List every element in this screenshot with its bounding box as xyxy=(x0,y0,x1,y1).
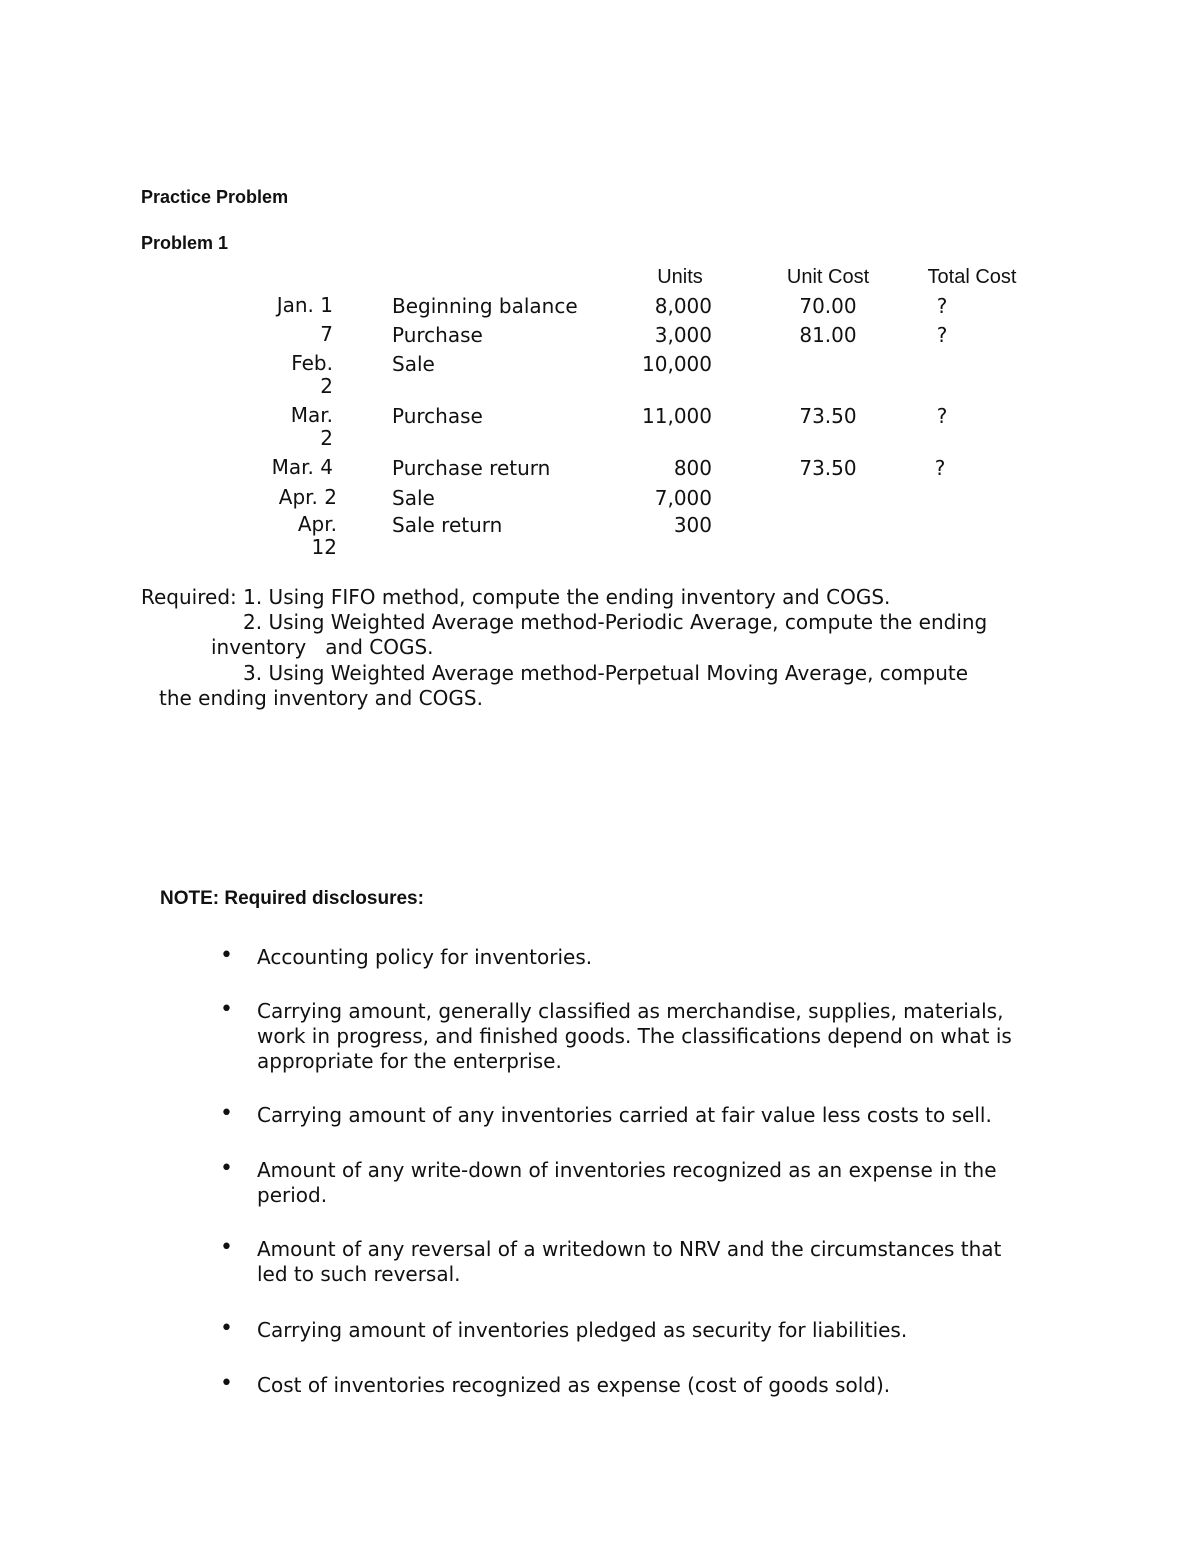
list-item-text: Amount of any reversal of a writedown to NRV and the circumstances that led to such reversal. xyxy=(257,1237,1002,1286)
list-item-text: Accounting policy for inventories. xyxy=(257,945,593,969)
row-units: 10,000 xyxy=(642,352,712,376)
page-title: Practice Problem xyxy=(141,187,289,207)
row-units: 8,000 xyxy=(654,294,712,318)
row-units: 3,000 xyxy=(654,323,712,347)
row-date-line1: Feb. xyxy=(291,351,333,375)
bullet-icon: • xyxy=(220,1235,233,1260)
row-description: Sale xyxy=(392,352,435,376)
required-line-1: Required: 1. Using FIFO method, compute the ending inventory and COGS. xyxy=(141,585,891,609)
row-description: Sale return xyxy=(392,513,503,537)
row-date xyxy=(223,352,333,398)
row-date xyxy=(223,456,333,479)
row-total-cost: ? xyxy=(936,323,948,347)
row-units: 7,000 xyxy=(654,486,712,510)
note-heading: NOTE: Required disclosures: xyxy=(160,888,424,909)
row-description: Sale xyxy=(392,486,435,510)
bullet-icon: • xyxy=(220,997,233,1022)
row-date-line1: 7 xyxy=(320,322,333,346)
list-item-text: Carrying amount, generally classified as merchandise, supplies, materials, work in progress, and finished goods. The classifications depend on what is appropriate for the enterprise. xyxy=(257,999,1012,1073)
col-header-total-cost: Total Cost xyxy=(927,266,1017,288)
list-item-text: Amount of any write-down of inventories recognized as an expense in the period. xyxy=(257,1158,997,1207)
bullet-icon: • xyxy=(220,943,233,968)
row-date-line1: Mar. xyxy=(290,403,333,427)
row-date xyxy=(223,294,333,317)
row-units: 300 xyxy=(673,513,712,537)
required-line-5: the ending inventory and COGS. xyxy=(159,686,483,710)
row-date xyxy=(227,486,337,509)
bullet-icon: • xyxy=(220,1371,233,1396)
row-date xyxy=(223,404,333,450)
row-date-line1: Mar. 4 xyxy=(271,455,333,479)
row-description: Purchase xyxy=(392,323,483,347)
col-header-unit-cost: Unit Cost xyxy=(786,266,870,288)
row-date-line1: Jan. 1 xyxy=(276,293,333,317)
row-units: 800 xyxy=(673,456,712,480)
row-unit-cost: 73.50 xyxy=(799,456,857,480)
list-item-text: Cost of inventories recognized as expense (cost of goods sold). xyxy=(257,1373,891,1397)
row-description: Purchase xyxy=(392,404,483,428)
row-units: 11,000 xyxy=(642,404,712,428)
required-line-3: inventory and COGS. xyxy=(211,635,434,659)
row-date-line1: Apr. 2 xyxy=(278,485,337,509)
bullet-icon: • xyxy=(220,1316,233,1341)
row-unit-cost: 81.00 xyxy=(799,323,857,347)
row-total-cost: ? xyxy=(934,456,946,480)
problem-label: Problem 1 xyxy=(141,233,229,253)
col-header-units: Units xyxy=(657,266,703,288)
bullet-icon: • xyxy=(220,1101,233,1126)
row-total-cost: ? xyxy=(936,404,948,428)
row-total-cost: ? xyxy=(936,294,948,318)
row-date-line2: 2 xyxy=(320,426,333,450)
list-item-text: Carrying amount of any inventories carried at fair value less costs to sell. xyxy=(257,1103,992,1127)
list-item-text: Carrying amount of inventories pledged as security for liabilities. xyxy=(257,1318,908,1342)
row-date xyxy=(223,323,333,346)
row-date-line2: 12 xyxy=(311,535,337,559)
row-date-line1: Apr. xyxy=(297,512,337,536)
row-unit-cost: 70.00 xyxy=(799,294,857,318)
row-unit-cost: 73.50 xyxy=(799,404,857,428)
required-line-2: 2. Using Weighted Average method-Periodic Average, compute the ending xyxy=(243,610,988,634)
row-description: Beginning balance xyxy=(392,294,578,318)
row-description: Purchase return xyxy=(392,456,551,480)
bullet-icon: • xyxy=(220,1156,233,1181)
row-date xyxy=(227,513,337,559)
row-date-line2: 2 xyxy=(320,374,333,398)
required-line-4: 3. Using Weighted Average method-Perpetual Moving Average, compute xyxy=(243,661,969,685)
